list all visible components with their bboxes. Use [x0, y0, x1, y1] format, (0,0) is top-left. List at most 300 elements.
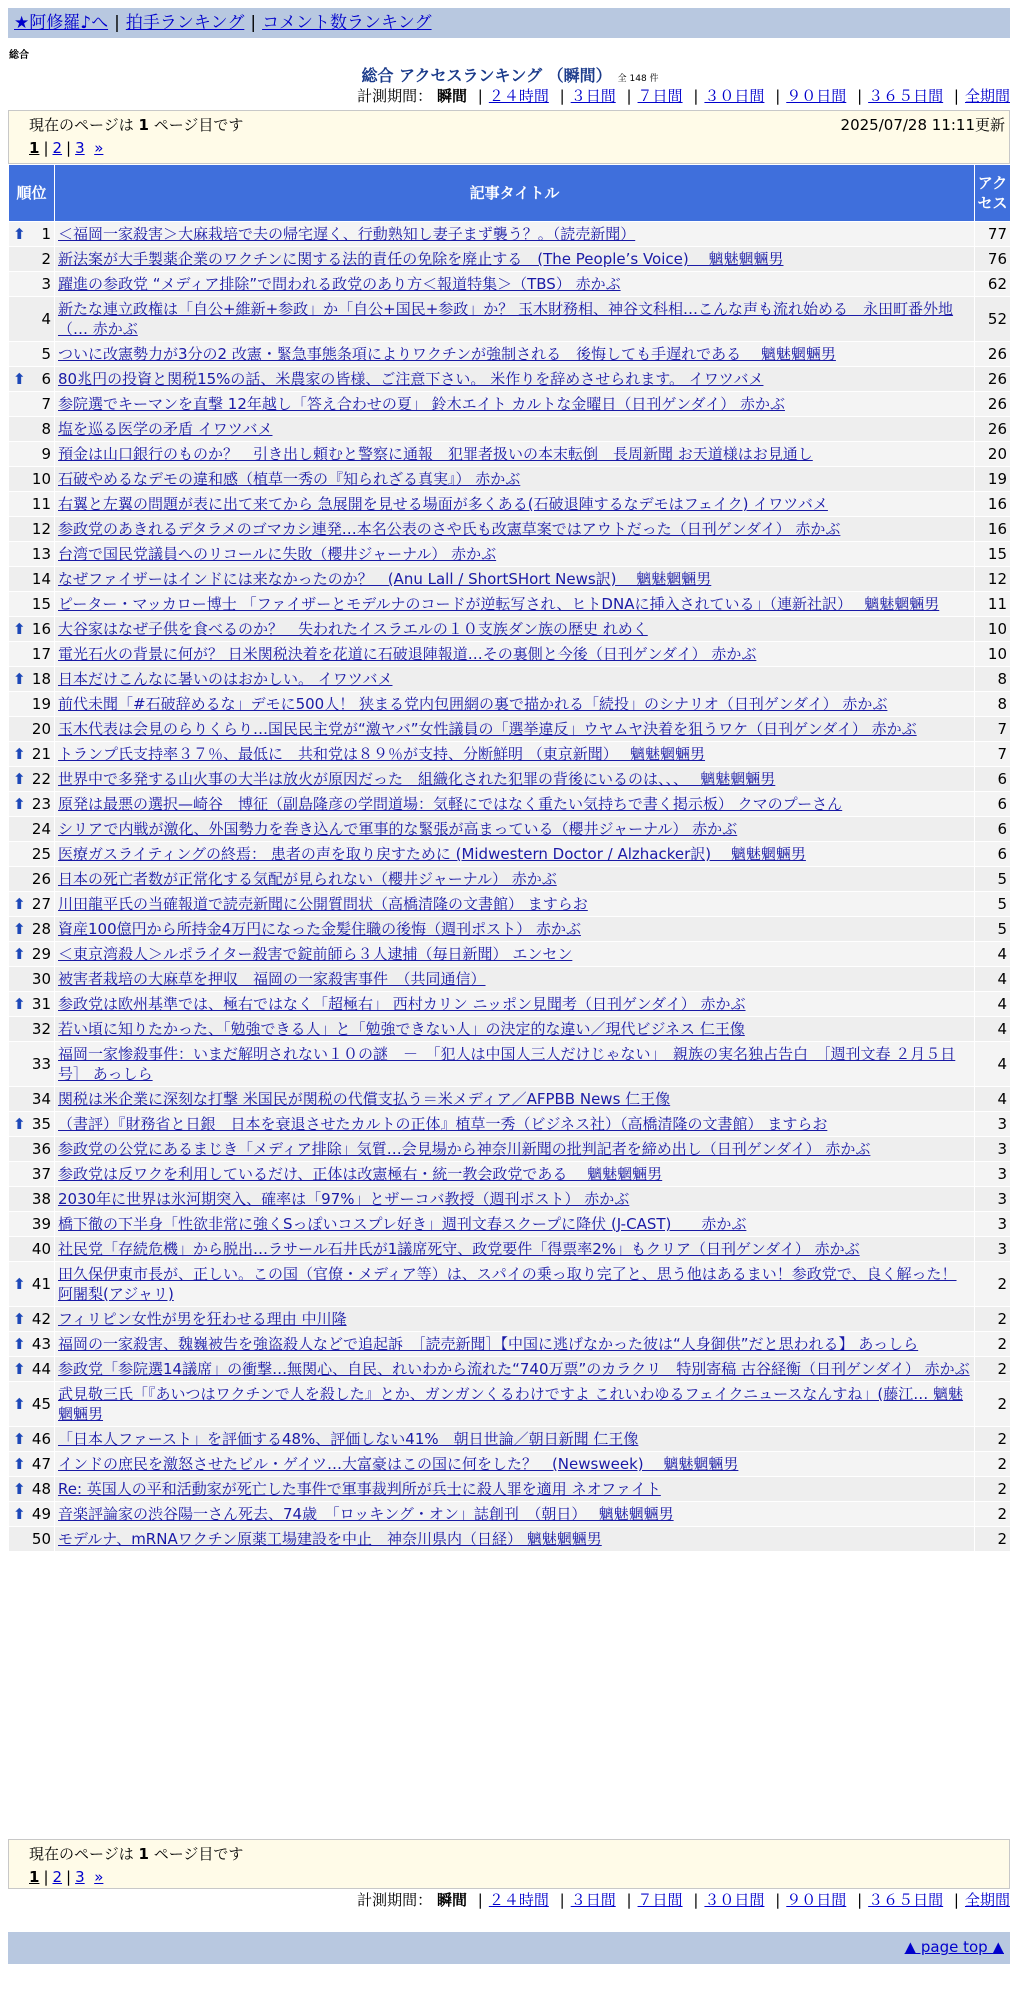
- article-title-link[interactable]: 被害者栽培の大麻草を押収 福岡の一家殺害事件 （共同通信）: [58, 970, 486, 988]
- article-title-link[interactable]: ピーター・マッカロー博士 「ファイザーとモデルナのコードが逆転写され、ヒトDNAに挿入されている」（連新社訳） 魑魅魍魎男: [58, 595, 940, 613]
- article-title-link[interactable]: （書評）『財務省と日銀 日本を衰退させたカルトの正体』植草一秀（ビジネス社）（高橋清隆の文書館） ますらお: [58, 1115, 828, 1133]
- rank-number: 37: [31, 1165, 51, 1183]
- title-cell: [55, 992, 975, 1017]
- period-link-30d-bottom[interactable]: ３０日間: [704, 1891, 765, 1909]
- article-title-link[interactable]: 川田龍平氏の当確報道で読売新聞に公開質問状（高橋清隆の文書館） ますらお: [58, 895, 588, 913]
- page-link-current[interactable]: 1: [29, 139, 40, 157]
- table-row: [9, 442, 1011, 467]
- rank-number: 7: [41, 395, 51, 413]
- table-row: [9, 817, 1011, 842]
- access-count: 26: [975, 342, 1011, 367]
- up-arrow-icon: ⬆: [13, 1360, 26, 1378]
- period-link-all[interactable]: 全期間: [964, 87, 1010, 105]
- access-count: 4: [975, 1087, 1011, 1112]
- rank-number: 50: [31, 1530, 51, 1548]
- rank-number: 43: [31, 1335, 51, 1353]
- rank-cell: [9, 892, 55, 917]
- table-row: [9, 1307, 1011, 1332]
- up-arrow-icon: ⬆: [13, 1430, 26, 1448]
- article-title-link[interactable]: 福岡の一家殺害、魏巍被告を強盗殺人などで追起訴 ［読売新聞］【中国に逃げなかった彼は“人身御供”だと思われる】 あっしら: [58, 1335, 919, 1353]
- up-arrow-icon: ⬆: [13, 995, 26, 1013]
- article-title-link[interactable]: 参政党のあきれるデタラメのゴマカシ連発…本名公表のさや氏も改憲草案ではアウトだった（日刊ゲンダイ） 赤かぶ: [58, 520, 841, 538]
- table-row: [9, 592, 1011, 617]
- access-count: 5: [975, 892, 1011, 917]
- rank-number: 6: [41, 370, 51, 388]
- access-count: 2: [975, 1262, 1011, 1307]
- article-title-link[interactable]: 原発は最悪の選択—崎谷 博征（副島隆彦の学問道場：気軽にではなく重たい気持ちで書く掲示板） クマのプーさん: [58, 795, 843, 813]
- access-count: 4: [975, 967, 1011, 992]
- access-count: 4: [975, 942, 1011, 967]
- article-title-link[interactable]: 橋下徹の下半身「性欲非常に強くSっぽいコスプレ好き」週刊文春スクープに降伏 (J-CAST) 赤かぶ: [58, 1215, 747, 1233]
- rank-number: 32: [31, 1020, 51, 1038]
- up-arrow-icon: ⬆: [13, 1335, 26, 1353]
- title-cell: [55, 1212, 975, 1237]
- rank-number: 23: [31, 795, 51, 813]
- table-row: [9, 467, 1011, 492]
- article-title-link[interactable]: 関税は米企業に深刻な打撃 米国民が関税の代償支払う＝米メディア／AFPBB News 仁王像: [58, 1090, 671, 1108]
- article-title-link[interactable]: インドの庶民を激怒させたビル・ゲイツ…大富豪はこの国に何をした？ (Newsweek) 魑魅魍魎男: [58, 1455, 739, 1473]
- period-current-bottom: 瞬間: [436, 1891, 467, 1909]
- article-title-link[interactable]: 社民党「存続危機」から脱出…ラサール石井氏が1議席死守、政党要件「得票率2%」もクリア（日刊ゲンダイ） 赤かぶ: [58, 1240, 860, 1258]
- article-title-link[interactable]: Re: 英国人の平和活動家が死亡した事件で軍事裁判所が兵士に殺人罪を適用 ネオファイト: [58, 1480, 661, 1498]
- header-title: 記事タイトル: [55, 165, 975, 222]
- title-cell: [55, 917, 975, 942]
- article-title-link[interactable]: 日本だけこんなに暑いのはおかしい。 イワツバメ: [58, 670, 393, 688]
- title-cell: [55, 867, 975, 892]
- rank-number: 40: [31, 1240, 51, 1258]
- table-row: [9, 1237, 1011, 1262]
- title-cell: [55, 392, 975, 417]
- table-row: [9, 417, 1011, 442]
- access-count: 5: [975, 917, 1011, 942]
- article-title-link[interactable]: 石破やめるなデモの違和感（植草一秀の『知られざる真実』） 赤かぶ: [58, 470, 521, 488]
- article-title-link[interactable]: 新たな連立政権は「自公+維新+参政」か「自公+国民+参政」か？ 玉木財務相、神谷文科相…こんな声も流れ始める 永田町番外地（… 赤かぶ: [58, 300, 954, 338]
- title-cell: [55, 1382, 975, 1427]
- table-row: [9, 667, 1011, 692]
- page-top-link[interactable]: ▲ page top ▲: [904, 1938, 1004, 1956]
- rank-cell: [9, 1452, 55, 1477]
- rank-cell: [9, 1502, 55, 1527]
- article-title-link[interactable]: 資産100億円から所持金4万円になった金髪住職の後悔（週刊ポスト） 赤かぶ: [58, 920, 581, 938]
- article-title-link[interactable]: 医療ガスライティングの終焉： 患者の声を取り戻すために (Midwestern Doctor / Alzhacker訳) 魑魅魍魎男: [58, 845, 806, 863]
- pager-links: 1 | 2 | 3 »: [29, 139, 104, 157]
- period-link-3d-bottom[interactable]: ３日間: [570, 1891, 616, 1909]
- rank-cell: [9, 1042, 55, 1087]
- table-row: [9, 567, 1011, 592]
- article-title-link[interactable]: 参院選でキーマンを直撃 12年越し「答え合わせの夏」 鈴木エイト カルトな金曜日（日刊ゲンダイ） 赤かぶ: [58, 395, 785, 413]
- access-count: 4: [975, 992, 1011, 1017]
- rank-cell: [9, 1162, 55, 1187]
- title-cell: [55, 542, 975, 567]
- period-label-bottom: 計測期間：: [357, 1891, 433, 1909]
- rank-cell: [9, 917, 55, 942]
- rank-number: 14: [31, 570, 51, 588]
- total-count: 全 148 件: [617, 74, 659, 84]
- table-row: [9, 1042, 1011, 1087]
- title-cell: [55, 1452, 975, 1477]
- title-cell: [55, 517, 975, 542]
- rank-number: 11: [31, 495, 51, 513]
- article-title-link[interactable]: 新法案が大手製薬企業のワクチンに関する法的責任の免除を廃止する (The People’s Voice) 魑魅魍魎男: [58, 250, 784, 268]
- article-title-link[interactable]: 台湾で国民党議員へのリコールに失敗（櫻井ジャーナル） 赤かぶ: [58, 545, 497, 563]
- table-row: [9, 1427, 1011, 1452]
- article-title-link[interactable]: 参政党「参院選14議席」の衝撃…無関心、自民、れいわから流れた“740万票”のカラクリ 特別寄稿 古谷経衡（日刊ゲンダイ） 赤かぶ: [58, 1360, 970, 1378]
- ranking-table-body: [9, 222, 1011, 1552]
- table-row: [9, 517, 1011, 542]
- title-cell: [55, 842, 975, 867]
- article-title-link[interactable]: 田久保伊東市長が、正しい。この国（官僚・メディア等）は、スパイの乗っ取り完了と、思う他はあるまい！参政党で、良く解った！ 阿闍梨(アジャリ): [58, 1265, 957, 1303]
- article-title-link[interactable]: 参政党の公党にあるまじき「メディア排除」気質…会見場から神奈川新聞の批判記者を締め出し（日刊ゲンダイ） 赤かぶ: [58, 1140, 871, 1158]
- header-count: アクセス: [975, 165, 1011, 222]
- title-cell: [55, 367, 975, 392]
- pager-status-bottom: 現在のページは 1 ページ目です: [29, 1845, 244, 1863]
- rank-cell: [9, 642, 55, 667]
- rank-number: 31: [31, 995, 51, 1013]
- rank-number: 41: [31, 1275, 51, 1293]
- table-row: [9, 1212, 1011, 1237]
- article-title-link[interactable]: モデルナ、mRNAワクチン原薬工場建設を中止 神奈川県内（日経） 魑魅魍魎男: [58, 1530, 602, 1548]
- title-cell: [55, 1307, 975, 1332]
- title-cell: [55, 1237, 975, 1262]
- rank-cell: [9, 792, 55, 817]
- access-count: 6: [975, 792, 1011, 817]
- article-title-link[interactable]: トランプ氏支持率３７％、最低に 共和党は８９％が支持、分断鮮明 （東京新聞） 魑魅魍魎男: [58, 745, 706, 763]
- article-title-link[interactable]: 若い頃に知りたかった、「勉強できる人」と「勉強できない人」の決定的な違い／現代ビジネス 仁王像: [58, 1020, 745, 1038]
- period-link-24h-bottom[interactable]: ２４時間: [488, 1891, 549, 1909]
- table-row: [9, 1112, 1011, 1137]
- rank-cell: [9, 1237, 55, 1262]
- article-title-link[interactable]: 前代未聞「#石破辞めるな」デモに500人！ 狭まる党内包囲網の裏で描かれる「続投」のシナリオ（日刊ゲンダイ） 赤かぶ: [58, 695, 888, 713]
- up-arrow-icon: ⬆: [13, 745, 26, 763]
- page-link-current-bottom[interactable]: 1: [29, 1868, 40, 1886]
- title-cell: [55, 1042, 975, 1087]
- table-row: [9, 1527, 1011, 1552]
- title-cell: [55, 617, 975, 642]
- access-count: 20: [975, 442, 1011, 467]
- rank-cell: [9, 1332, 55, 1357]
- rank-cell: [9, 1187, 55, 1212]
- title-cell: [55, 817, 975, 842]
- access-count: 2: [975, 1427, 1011, 1452]
- rank-number: 46: [31, 1430, 51, 1448]
- rank-cell: [9, 1382, 55, 1427]
- up-arrow-icon: ⬆: [13, 370, 26, 388]
- rank-number: 44: [31, 1360, 51, 1378]
- rank-cell: [9, 272, 55, 297]
- rank-cell: [9, 417, 55, 442]
- title-cell: [55, 442, 975, 467]
- table-row: [9, 1502, 1011, 1527]
- page-next-link[interactable]: »: [94, 139, 104, 157]
- title-cell: [55, 567, 975, 592]
- table-row: [9, 1332, 1011, 1357]
- table-row: [9, 742, 1011, 767]
- table-row: [9, 1162, 1011, 1187]
- access-count: 62: [975, 272, 1011, 297]
- table-row: [9, 272, 1011, 297]
- access-count: 2: [975, 1477, 1011, 1502]
- title-cell: [55, 967, 975, 992]
- rank-number: 5: [41, 345, 51, 363]
- title-cell: [55, 642, 975, 667]
- page-link-3[interactable]: 3: [75, 139, 85, 157]
- rank-cell: [9, 942, 55, 967]
- table-row: [9, 222, 1011, 247]
- home-link[interactable]: ★阿修羅♪へ: [14, 13, 109, 33]
- table-row: [9, 767, 1011, 792]
- article-title-link[interactable]: 「日本人ファースト」を評価する48%、評価しない41% 朝日世論／朝日新聞 仁王像: [58, 1430, 639, 1448]
- title-cell: [55, 1357, 975, 1382]
- title-cell: [55, 342, 975, 367]
- up-arrow-icon: ⬆: [13, 670, 26, 688]
- rank-number: 15: [31, 595, 51, 613]
- table-row: [9, 297, 1011, 342]
- title-cell: [55, 272, 975, 297]
- access-count: 16: [975, 492, 1011, 517]
- rank-number: 16: [31, 620, 51, 638]
- rank-number: 34: [31, 1090, 51, 1108]
- period-link-90d[interactable]: ９０日間: [786, 87, 847, 105]
- rank-number: 38: [31, 1190, 51, 1208]
- rank-cell: [9, 1477, 55, 1502]
- rank-number: 39: [31, 1215, 51, 1233]
- clap-ranking-link[interactable]: 拍手ランキング: [125, 13, 245, 33]
- rank-number: 48: [31, 1480, 51, 1498]
- table-row: [9, 642, 1011, 667]
- table-row: [9, 692, 1011, 717]
- article-title-link[interactable]: 塩を巡る医学の矛盾 イワツバメ: [58, 420, 273, 438]
- rank-number: 1: [41, 225, 51, 243]
- access-count: 3: [975, 1212, 1011, 1237]
- access-count: 2: [975, 1332, 1011, 1357]
- rank-number: 22: [31, 770, 51, 788]
- rank-cell: [9, 297, 55, 342]
- footer-bar: [8, 1932, 1010, 1964]
- access-count: 2: [975, 1452, 1011, 1477]
- title-cell: [55, 1502, 975, 1527]
- title-cell: [55, 1162, 975, 1187]
- article-title-link[interactable]: 福岡一家惨殺事件：いまだ解明されない１０の謎 － 「犯人は中国人三人だけじゃない」 親族の実名独占告白 ［週刊文春 ２月５日号］ あっしら: [58, 1045, 956, 1083]
- rank-number: 4: [41, 310, 51, 328]
- access-count: 3: [975, 1112, 1011, 1137]
- access-count: 6: [975, 842, 1011, 867]
- period-link-30d[interactable]: ３０日間: [704, 87, 765, 105]
- access-count: 3: [975, 1237, 1011, 1262]
- access-count: 4: [975, 1042, 1011, 1087]
- page-link-2-bottom[interactable]: 2: [52, 1868, 63, 1886]
- article-title-link[interactable]: 右翼と左翼の問題が表に出て来てから 急展開を見せる場面が多くある(石破退陣するなデモはフェイク) イワツバメ: [58, 495, 828, 513]
- table-row: [9, 392, 1011, 417]
- table-row: [9, 342, 1011, 367]
- comment-ranking-link[interactable]: コメント数ランキング: [262, 13, 432, 33]
- rank-cell: [9, 1427, 55, 1452]
- category-label: 総合: [9, 50, 29, 61]
- title-cell: [55, 297, 975, 342]
- rank-number: 12: [31, 520, 51, 538]
- up-arrow-icon: ⬆: [13, 1310, 26, 1328]
- table-row: [9, 842, 1011, 867]
- rank-number: 2: [41, 250, 51, 268]
- access-count: 8: [975, 667, 1011, 692]
- access-count: 52: [975, 297, 1011, 342]
- access-count: 8: [975, 692, 1011, 717]
- rank-cell: [9, 342, 55, 367]
- rank-cell: [9, 1212, 55, 1237]
- article-title-link[interactable]: 武見敬三氏「『あいつはワクチンで人を殺した』とか、ガンガンくるわけですよ これいわゆるフェイクニュースなんすね」(藤江… 魑魅魍魎男: [58, 1385, 964, 1423]
- access-count: 3: [975, 1162, 1011, 1187]
- table-row: [9, 992, 1011, 1017]
- rank-cell: [9, 1307, 55, 1332]
- access-count: 6: [975, 817, 1011, 842]
- pager-status: 現在のページは 1 ページ目です: [29, 116, 244, 134]
- up-arrow-icon: ⬆: [13, 620, 26, 638]
- access-count: 6: [975, 767, 1011, 792]
- rank-cell: [9, 1087, 55, 1112]
- access-count: 2: [975, 1382, 1011, 1427]
- access-count: 11: [975, 592, 1011, 617]
- page-link-3-bottom[interactable]: 3: [75, 1868, 85, 1886]
- rank-number: 21: [31, 745, 51, 763]
- up-arrow-icon: ⬆: [13, 895, 26, 913]
- title-cell: [55, 767, 975, 792]
- period-link-all-bottom[interactable]: 全期間: [964, 1891, 1010, 1909]
- table-row: [9, 617, 1011, 642]
- article-title-link[interactable]: ＜東京湾殺人＞ルポライター殺害で錠前師ら３人逮捕（毎日新聞） エンセン: [58, 945, 573, 963]
- title-cell: [55, 417, 975, 442]
- access-count: 2: [975, 1527, 1011, 1552]
- rank-cell: [9, 1527, 55, 1552]
- title-cell: [55, 1427, 975, 1452]
- access-count: 26: [975, 367, 1011, 392]
- title-cell: [55, 1087, 975, 1112]
- rank-number: 49: [31, 1505, 51, 1523]
- article-title-link[interactable]: 80兆円の投資と関税15%の話、米農家の皆様、ご注意下さい。 米作りを辞めさせられます。 イワツバメ: [58, 370, 764, 388]
- article-title-link[interactable]: 音楽評論家の渋谷陽一さん死去、74歳 「ロッキング・オン」誌創刊 （朝日） 魑魅魍魎男: [58, 1505, 674, 1523]
- title-cell: [55, 792, 975, 817]
- rank-cell: [9, 867, 55, 892]
- article-title-link[interactable]: ついに改憲勢力が3分の2 改憲・緊急事態条項によりワクチンが強制される 後悔しても手遅れである 魑魅魍魎男: [58, 345, 836, 363]
- rank-cell: [9, 967, 55, 992]
- title-cell: [55, 1187, 975, 1212]
- rank-cell: [9, 842, 55, 867]
- title-cell: [55, 1527, 975, 1552]
- table-row: [9, 1187, 1011, 1212]
- article-title-link[interactable]: 参政党は反ワクを利用しているだけ、正体は改憲極右・統一教会政党である 魑魅魍魎男: [58, 1165, 663, 1183]
- table-row: [9, 367, 1011, 392]
- title-cell: [55, 1017, 975, 1042]
- page-link-2[interactable]: 2: [52, 139, 63, 157]
- article-title-link[interactable]: 預金は山口銀行のものか？ 引き出し頼むと警察に通報 犯罪者扱いの本末転倒 長周新聞 お天道様はお見通し: [58, 445, 813, 463]
- title-cell: [55, 1332, 975, 1357]
- article-title-link[interactable]: 2030年に世界は氷河期突入、確率は「97%」とザーコバ教授（週刊ポスト） 赤かぶ: [58, 1190, 630, 1208]
- title-cell: [55, 892, 975, 917]
- period-link-7d[interactable]: ７日間: [637, 87, 683, 105]
- article-title-link[interactable]: なぜファイザーはインドには来なかったのか？ (Anu Lall / ShortSHort News訳) 魑魅魍魎男: [58, 570, 712, 588]
- title-cell: [55, 467, 975, 492]
- rank-cell: [9, 492, 55, 517]
- rank-number: 35: [31, 1115, 51, 1133]
- rank-cell: [9, 692, 55, 717]
- period-link-7d-bottom[interactable]: ７日間: [637, 1891, 683, 1909]
- access-count: 2: [975, 1357, 1011, 1382]
- rank-cell: [9, 742, 55, 767]
- table-row: [9, 792, 1011, 817]
- up-arrow-icon: ⬆: [13, 225, 26, 243]
- table-row: [9, 542, 1011, 567]
- rank-cell: [9, 1137, 55, 1162]
- ranking-table: [8, 164, 1011, 1552]
- period-link-24h[interactable]: ２４時間: [488, 87, 549, 105]
- article-title-link[interactable]: 玉木代表は会見のらりくらり…国民民主党が“激ヤバ”女性議員の「選挙違反」ウヤムヤ決着を狙うワケ（日刊ゲンダイ） 赤かぶ: [58, 720, 917, 738]
- rank-number: 42: [31, 1310, 51, 1328]
- rank-cell: [9, 592, 55, 617]
- table-row: [9, 892, 1011, 917]
- access-count: 5: [975, 867, 1011, 892]
- rank-number: 8: [41, 420, 51, 438]
- article-title-link[interactable]: フィリピン女性が男を狂わせる理由 中川隆: [58, 1310, 347, 1328]
- rank-cell: [9, 367, 55, 392]
- rank-number: 24: [31, 820, 51, 838]
- title-cell: [55, 1262, 975, 1307]
- rank-cell: [9, 1112, 55, 1137]
- table-row: [9, 867, 1011, 892]
- access-count: 7: [975, 742, 1011, 767]
- table-row: [9, 247, 1011, 272]
- rank-number: 30: [31, 970, 51, 988]
- article-title-link[interactable]: 日本の死亡者数が正常化する気配が見られない（櫻井ジャーナル） 赤かぶ: [58, 870, 557, 888]
- article-title-link[interactable]: 世界中で多発する山火事の大半は放火が原因だった 組織化された犯罪の背後にいるのは、、、 魑魅魍魎男: [58, 770, 776, 788]
- title-cell: [55, 667, 975, 692]
- rank-cell: [9, 542, 55, 567]
- article-title-link[interactable]: 電光石火の背景に何が？ 日米関税決着を花道に石破退陣報道…その裏側と今後（日刊ゲンダイ） 赤かぶ: [58, 645, 757, 663]
- rank-number: 9: [41, 445, 51, 463]
- article-title-link[interactable]: シリアで内戦が激化、外国勢力を巻き込んで軍事的な緊張が高まっている（櫻井ジャーナル） 赤かぶ: [58, 820, 738, 838]
- table-header-row: [9, 165, 1011, 222]
- pager-bottom: [8, 1839, 1010, 1889]
- period-label: 計測期間：: [357, 87, 433, 105]
- article-title-link[interactable]: 大谷家はなぜ子供を食べるのか？ 失われたイスラエルの１０支族ダン族の歴史 れめく: [58, 620, 648, 638]
- up-arrow-icon: ⬆: [13, 1480, 26, 1498]
- article-title-link[interactable]: 参政党は欧州基準では、極右ではなく「超極右」 西村カリン ニッポン見聞考（日刊ゲンダイ） 赤かぶ: [58, 995, 746, 1013]
- access-count: 7: [975, 717, 1011, 742]
- period-link-365d-bottom[interactable]: ３６５日間: [868, 1891, 944, 1909]
- access-count: 16: [975, 517, 1011, 542]
- page-next-link-bottom[interactable]: »: [94, 1868, 104, 1886]
- updated-timestamp: 2025/07/28 11:11更新: [840, 116, 1005, 134]
- rank-number: 17: [31, 645, 51, 663]
- table-row: [9, 1087, 1011, 1112]
- rank-cell: [9, 517, 55, 542]
- article-title-link[interactable]: 躍進の参政党 “メディア排除”で問われる政党のあり方＜報道特集＞（TBS） 赤かぶ: [58, 275, 621, 293]
- rank-cell: [9, 247, 55, 272]
- rank-cell: [9, 817, 55, 842]
- up-arrow-icon: ⬆: [13, 1395, 26, 1413]
- up-arrow-icon: ⬆: [13, 920, 26, 938]
- access-count: 76: [975, 247, 1011, 272]
- access-count: 15: [975, 542, 1011, 567]
- period-selector-top: 計測期間： 瞬間 | ２４時間 | ３日間 | ７日間 | ３０日間 | ９０日間 | ３６５日間 | 全期間: [357, 87, 1010, 105]
- rank-number: 26: [31, 870, 51, 888]
- period-link-3d[interactable]: ３日間: [570, 87, 616, 105]
- access-count: 19: [975, 467, 1011, 492]
- rank-number: 45: [31, 1395, 51, 1413]
- up-arrow-icon: ⬆: [13, 770, 26, 788]
- table-row: [9, 967, 1011, 992]
- period-link-90d-bottom[interactable]: ９０日間: [786, 1891, 847, 1909]
- period-link-365d[interactable]: ３６５日間: [868, 87, 944, 105]
- article-title-link[interactable]: ＜福岡一家殺害＞大麻栽培で夫の帰宅遅く、行動熟知し妻子まず襲う？。（読売新聞）: [58, 225, 636, 243]
- title-cell: [55, 222, 975, 247]
